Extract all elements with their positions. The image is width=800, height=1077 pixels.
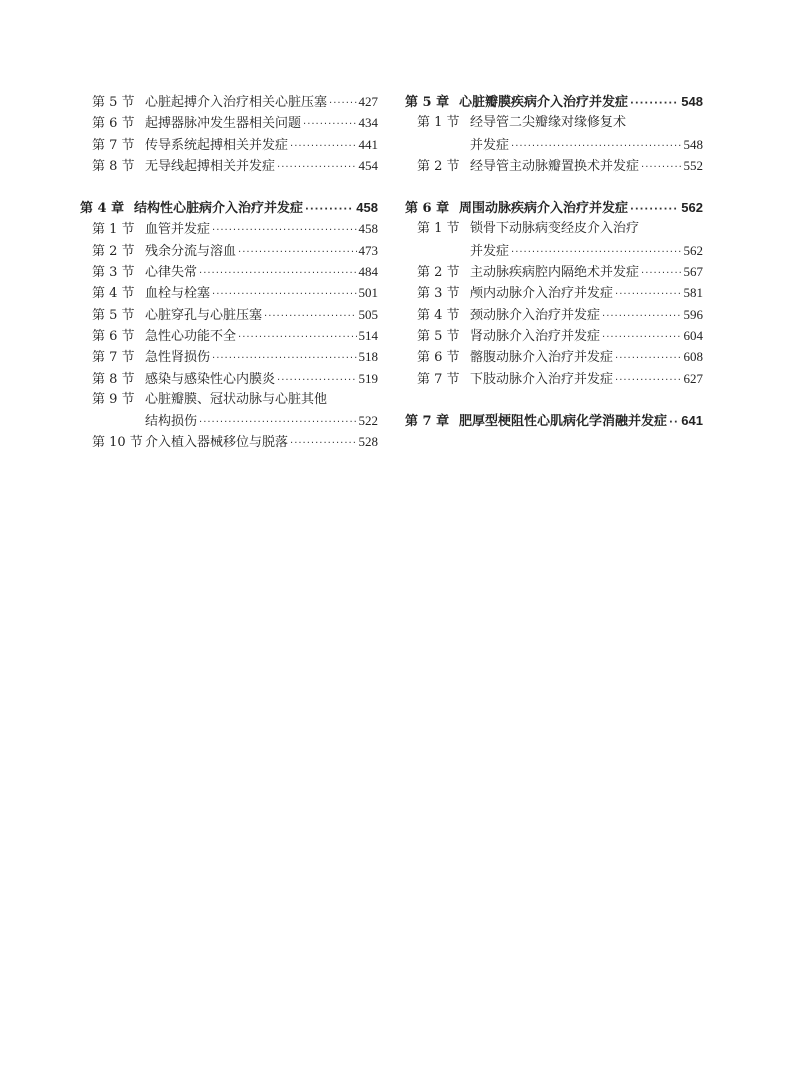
- section-number: 第 6 节: [92, 328, 135, 344]
- dot-leader: [199, 412, 356, 433]
- toc-section-entry[interactable]: [80, 240, 378, 261]
- section-title: 髂腹动脉介入治疗并发症: [470, 350, 614, 366]
- chapter-number: 第 7 章: [405, 413, 450, 429]
- dot-leader: [615, 370, 681, 391]
- section-page-number: 473: [358, 242, 378, 258]
- section-number: 第 2 节: [417, 158, 460, 174]
- toc-section-entry[interactable]: [80, 389, 378, 410]
- chapter-number: 第 5 章: [405, 95, 450, 110]
- section-title: 无导线起搏相关并发症: [145, 158, 276, 174]
- section-page-number: 552: [683, 157, 703, 173]
- toc-section-entry[interactable]: [80, 112, 378, 133]
- dot-leader: [641, 157, 681, 178]
- section-title: 肾动脉介入治疗并发症: [470, 328, 601, 344]
- toc-section-entry[interactable]: [405, 261, 703, 282]
- section-number: 第 7 节: [92, 350, 135, 366]
- section-page-number: 567: [683, 264, 703, 280]
- section-title: 血管并发症: [145, 222, 211, 238]
- toc-section-entry-continuation[interactable]: [80, 410, 378, 431]
- dot-leader: [238, 242, 356, 263]
- dot-leader: [641, 263, 681, 284]
- section-number: 第 1 节: [417, 221, 460, 237]
- section-title: 残余分流与溶血: [145, 243, 237, 259]
- toc-right-column: [405, 91, 703, 431]
- section-title: 急性心功能不全: [145, 328, 237, 344]
- toc-section-entry[interactable]: [80, 134, 378, 155]
- section-page-number: 528: [358, 434, 378, 450]
- section-number: 第 3 节: [92, 265, 135, 281]
- section-number: 第 2 节: [92, 243, 135, 259]
- toc-chapter-entry[interactable]: [405, 197, 703, 218]
- section-title: 心脏穿孔与心脏压塞: [145, 307, 263, 323]
- section-number: 第 4 节: [92, 286, 135, 302]
- chapter-page-number: 562: [681, 200, 703, 216]
- section-title: 血栓与栓塞: [145, 286, 211, 302]
- toc-section-entry[interactable]: [405, 304, 703, 325]
- dot-leader: [199, 263, 356, 284]
- section-title: 下肢动脉介入治疗并发症: [470, 371, 614, 387]
- section-page-number: 518: [358, 349, 378, 365]
- toc-left-column: [80, 91, 378, 453]
- dot-leader: [212, 348, 356, 369]
- spacer: [80, 176, 378, 197]
- dot-leader: [212, 220, 356, 241]
- section-title: 起搏器脉冲发生器相关问题: [145, 116, 302, 132]
- toc-chapter-entry[interactable]: [405, 91, 703, 112]
- dot-leader: [212, 284, 356, 305]
- section-number: 第 8 节: [92, 158, 135, 174]
- section-page-number: 522: [358, 413, 378, 429]
- section-title-continuation: 结构损伤: [145, 414, 198, 430]
- section-page-number: 458: [358, 221, 378, 237]
- toc-section-entry[interactable]: [80, 368, 378, 389]
- section-page-number: 454: [358, 157, 378, 173]
- toc-section-entry[interactable]: [405, 218, 703, 239]
- dot-leader: [303, 114, 356, 135]
- dot-leader: [615, 284, 681, 305]
- toc-section-entry[interactable]: [405, 346, 703, 367]
- section-title: 颈动脉介入治疗并发症: [470, 307, 601, 323]
- toc-section-entry[interactable]: [405, 368, 703, 389]
- section-page-number: 548: [683, 136, 703, 152]
- toc-section-entry[interactable]: [405, 155, 703, 176]
- section-title: 感染与感染性心内膜炎: [145, 371, 276, 387]
- section-title: 颅内动脉介入治疗并发症: [470, 286, 614, 302]
- section-number: 第 7 节: [417, 371, 460, 387]
- section-page-number: 434: [358, 115, 378, 131]
- section-number: 第 4 节: [417, 307, 460, 323]
- chapter-title: 结构性心脏病介入治疗并发症: [134, 201, 304, 217]
- chapter-page-number: 641: [681, 412, 703, 428]
- dot-leader: [277, 370, 356, 391]
- section-page-number: 562: [683, 242, 703, 258]
- dot-leader: [238, 327, 356, 348]
- section-number: 第 3 节: [417, 286, 460, 302]
- section-title: 经导管二尖瓣缘对缘修复术: [470, 115, 627, 131]
- toc-section-entry[interactable]: [80, 155, 378, 176]
- section-page-number: 608: [683, 349, 703, 365]
- section-page-number: 441: [358, 136, 378, 152]
- section-page-number: 501: [358, 285, 378, 301]
- section-number: 第 5 节: [417, 328, 460, 344]
- section-title: 心脏瓣膜、冠状动脉与心脏其他: [145, 391, 328, 407]
- section-title-continuation: 并发症: [470, 137, 510, 153]
- section-number: 第 2 节: [417, 265, 460, 281]
- section-number: 第 1 节: [417, 115, 460, 131]
- section-number: 第 1 节: [92, 222, 135, 238]
- section-page-number: 519: [358, 370, 378, 386]
- section-title-continuation: 并发症: [470, 243, 510, 259]
- chapter-title: 肥厚型梗阻性心肌病化学消融并发症: [459, 413, 668, 429]
- section-number: 第 6 节: [417, 350, 460, 366]
- dot-leader: [290, 136, 356, 157]
- dot-leader: [615, 348, 681, 369]
- toc-section-entry[interactable]: [80, 218, 378, 239]
- toc-chapter-entry[interactable]: [80, 197, 378, 218]
- toc-section-entry[interactable]: [405, 282, 703, 303]
- section-number: 第 9 节: [92, 391, 135, 407]
- toc-section-entry[interactable]: [80, 431, 378, 452]
- section-page-number: 514: [358, 327, 378, 343]
- section-title: 急性肾损伤: [145, 350, 211, 366]
- section-number: 第 8 节: [92, 371, 135, 387]
- section-title: 介入植入器械移位与脱落: [145, 435, 289, 451]
- dot-leader: [264, 306, 356, 327]
- dot-leader: [305, 199, 354, 220]
- dot-leader: [511, 242, 681, 263]
- section-number: 第 5 节: [92, 307, 135, 323]
- toc-section-entry[interactable]: [80, 91, 378, 112]
- chapter-number: 第 4 章: [80, 201, 125, 217]
- section-title: 锁骨下动脉病变经皮介入治疗: [470, 221, 640, 237]
- dot-leader: [329, 93, 356, 114]
- section-page-number: 604: [683, 327, 703, 343]
- dot-leader: [277, 157, 356, 178]
- toc-section-entry[interactable]: [80, 325, 378, 346]
- section-title: 心律失常: [145, 265, 198, 281]
- section-number: 第 10 节: [92, 435, 143, 451]
- dot-leader: [630, 199, 679, 220]
- spacer: [405, 176, 703, 197]
- section-page-number: 596: [683, 306, 703, 322]
- section-number: 第 5 节: [92, 95, 135, 110]
- toc-section-entry[interactable]: [80, 304, 378, 325]
- chapter-title: 周围动脉疾病介入治疗并发症: [459, 201, 629, 217]
- toc-section-entry[interactable]: [405, 325, 703, 346]
- spacer: [405, 389, 703, 410]
- toc-section-entry[interactable]: [80, 346, 378, 367]
- chapter-number: 第 6 章: [405, 201, 450, 217]
- toc-section-entry-continuation[interactable]: [405, 134, 703, 155]
- toc-section-entry[interactable]: [80, 261, 378, 282]
- section-page-number: 427: [358, 94, 378, 109]
- section-page-number: 505: [358, 306, 378, 322]
- section-page-number: 581: [683, 285, 703, 301]
- toc-section-entry-continuation[interactable]: [405, 240, 703, 261]
- dot-leader: [630, 93, 679, 114]
- section-title: 主动脉疾病腔内隔绝术并发症: [470, 265, 640, 281]
- chapter-page-number: 458: [356, 200, 378, 216]
- toc-section-entry[interactable]: [405, 112, 703, 133]
- toc-chapter-entry[interactable]: [405, 410, 703, 431]
- chapter-title: 心脏瓣膜疾病介入治疗并发症: [459, 95, 629, 110]
- section-title: 经导管主动脉瓣置换术并发症: [470, 158, 640, 174]
- section-page-number: 484: [358, 264, 378, 280]
- chapter-page-number: 548: [681, 94, 703, 109]
- section-title: 心脏起搏介入治疗相关心脏压塞: [145, 95, 328, 110]
- dot-leader: [290, 433, 356, 454]
- toc-section-entry[interactable]: [80, 282, 378, 303]
- dot-leader: [602, 327, 681, 348]
- dot-leader: [602, 306, 681, 327]
- section-number: 第 7 节: [92, 137, 135, 153]
- section-page-number: 627: [683, 370, 703, 386]
- section-number: 第 6 节: [92, 116, 135, 132]
- section-title: 传导系统起搏相关并发症: [145, 137, 289, 153]
- dot-leader: [669, 412, 679, 433]
- dot-leader: [511, 136, 681, 157]
